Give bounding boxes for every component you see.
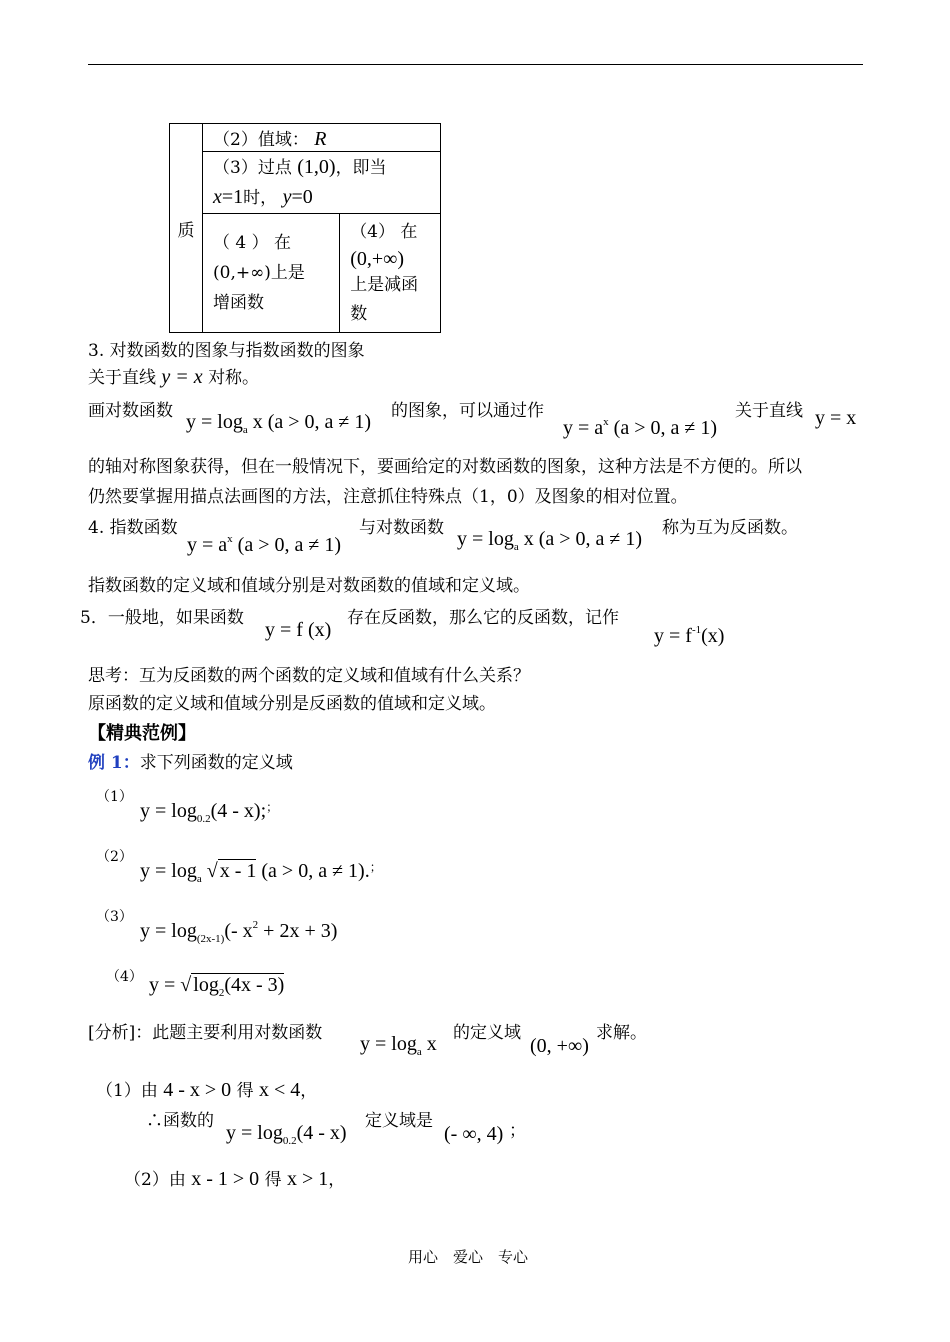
problem3-formula: $y = \log_{(2x-1)}(-$ $x^2 + 2x + 3$) [140, 919, 338, 945]
fixed-point-cell: （3）过点 (1,0)，即当 x=1时， y=0 [203, 152, 441, 214]
solution1-formula: $y = \log_{0.2}(4 - x)$ [226, 1122, 347, 1147]
section3-para-line2: 的轴对称图象获得，但在一般情况下，要画给定的对数函数的图象，这种方法是不方便的。所以 [88, 457, 802, 477]
problem1-num: （1） [96, 789, 133, 805]
analysis-formula: $y = \log_a x$ [360, 1033, 437, 1058]
range-value: R [314, 127, 327, 150]
section5-mid: 存在反函数，那么它的反函数，记作 [347, 608, 619, 628]
solution2-line1: （2）由 x - 1 > 0 得 x > 1， [124, 1168, 346, 1190]
section3-line2: 关于直线 y = x 对称。 [88, 366, 260, 388]
section4-mid: 与对数函数 [359, 518, 444, 538]
section3-para-mid: 的图象，可以通过作 [391, 401, 544, 421]
increasing-cell: （ 4 ） 在 (0,+∞)上是 增函数 [203, 214, 340, 333]
solution1-end: ； [509, 1121, 526, 1141]
think-question: 思考：互为反函数的两个函数的定义域和值域有什么关系？ [88, 666, 530, 686]
decreasing-cell: （4） 在 (0,+∞) 上是减函 数 [340, 214, 441, 333]
solution1-line2-prefix: ∴函数的 [146, 1111, 214, 1131]
section5-prefix: 5．一般地，如果函数 [80, 608, 244, 628]
analysis-prefix: [分析]：此题主要利用对数函数 [88, 1023, 323, 1043]
example1-title: 例 1：求下列函数的定义域 [88, 753, 293, 773]
properties-table [169, 123, 441, 333]
section3-para-mid2: 关于直线 [735, 401, 803, 421]
problem3-num: （3） [96, 909, 133, 925]
problem2-formula: $y = \log_a$ √ x - 1 (a > 0, a ≠ 1).； [140, 860, 382, 885]
page-footer: 用心 爱心 专心 [408, 1248, 529, 1266]
section4-exp-formula: $y = a^x$ (a > 0, a ≠ 1) [187, 533, 341, 556]
range-label: （2）值域： [213, 129, 309, 150]
section5-fx: y = f (x) [265, 619, 332, 641]
header-rule [88, 64, 863, 65]
section4-log-formula: $y = \log_a x$ (a > 0, a ≠ 1) [457, 528, 643, 553]
section3-para-line3: 仍然要掌握用描点法画图的方法，注意抓住特殊点（1，0）及图象的相对位置。 [88, 487, 688, 507]
exp-formula: $y = a^x$ (a > 0, a ≠ 1) [563, 416, 717, 439]
section5-inverse: $y = f^{-1}(x)$ [654, 624, 725, 647]
section3-para-prefix: 画对数函数 [88, 401, 173, 421]
solution1-line1: （1）由 4 - x > 0 得 x < 4， [96, 1079, 318, 1101]
table-row-header: 质 [170, 124, 203, 333]
solution1-mid: 定义域是 [365, 1111, 433, 1131]
section3-line1: 3. 对数函数的图象与指数函数的图象 [88, 341, 365, 361]
analysis-mid: 的定义域 [453, 1023, 521, 1043]
solution1-domain: (- ∞, 4) [444, 1123, 504, 1145]
range-cell [203, 124, 441, 152]
line-formula: y = x [815, 407, 857, 429]
problem4-num: （4） [106, 969, 143, 985]
problem4-formula: y = √ $\log_2(4x - 3)$ [149, 974, 285, 999]
log-formula: $y = \log_a x$ (a > 0, a ≠ 1) [186, 411, 372, 436]
analysis-domain: (0, +∞) [530, 1035, 589, 1057]
analysis-suffix: 求解。 [596, 1023, 647, 1043]
think-answer: 原函数的定义域和值域分别是反函数的值域和定义域。 [88, 694, 496, 714]
problem1-formula: $y = \log_{0.2}(4$ - x);； [140, 800, 279, 825]
section4-suffix: 称为互为反函数。 [662, 518, 798, 538]
examples-heading: 【精典范例】 [88, 723, 196, 744]
section4-prefix: 4. 指数函数 [88, 518, 178, 538]
problem2-num: （2） [96, 849, 133, 865]
section4-line2: 指数函数的定义域和值域分别是对数函数的值域和定义域。 [88, 576, 530, 596]
